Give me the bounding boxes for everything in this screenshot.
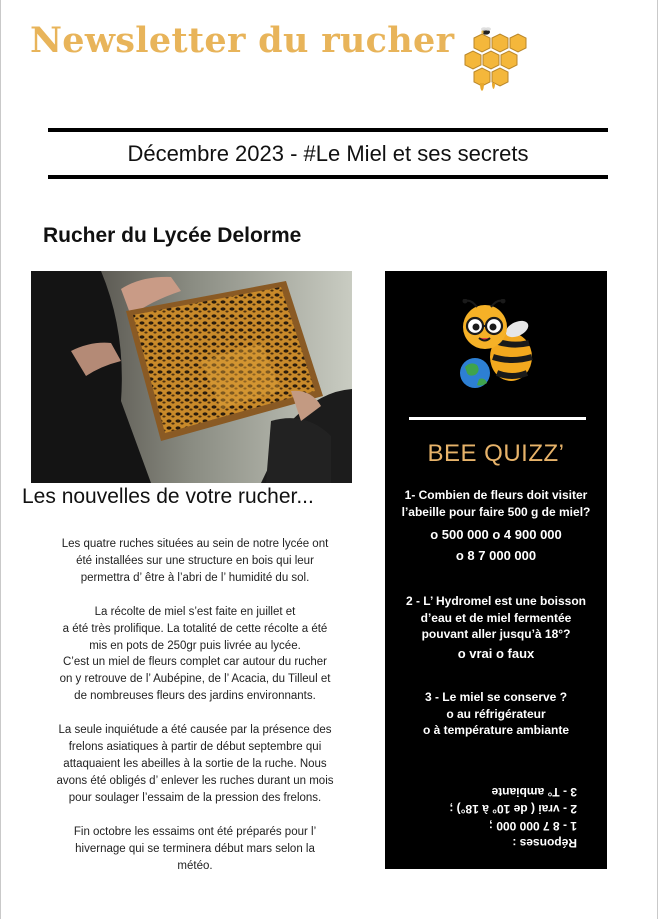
quiz-question-3: 3 - Le miel se conserve ? o au réfrigérateur o à température ambiante <box>385 689 607 739</box>
issue-subtitle: Décembre 2023 - #Le Miel et ses secrets <box>127 141 529 166</box>
bee-quiz-panel <box>385 271 607 869</box>
quiz-q1-options: o 500 000 o 4 900 000 <box>430 527 562 542</box>
page-left-border <box>0 0 1 919</box>
paragraph-harvest: La récolte de miel s’est faite en juillet et a été très prolifique. La totalité de cette récolte a été mis en pots de 250gr puis livrée au lycée. C’est un miel de fleurs complet car autour du rucher on y retrouve de l’ Aubépine, de l’ Acacia, du Tilleul et de nombreuses fleurs des jardins environnants. <box>59 605 331 703</box>
paragraph-wintering: Fin octobre les essaims ont été préparés pour l’ hivernage qui se terminera début mars selon la météo. <box>73 825 317 872</box>
bee-mascot-icon <box>457 299 535 391</box>
quiz-q2-options: o vrai o faux <box>457 645 535 661</box>
newsletter-title: Newsletter du rucher <box>30 20 455 61</box>
quiz-question-1: 1- Combien de fleurs doit visiter l’abeille pour faire 500 g de miel? o 500 000 o 4 900 000 o 8 7 000 000 <box>385 487 607 566</box>
article-body <box>20 536 370 891</box>
quiz-q3-option-fridge: o au réfrigérateur <box>446 706 546 721</box>
quiz-title: BEE QUIZZ’ <box>427 440 565 467</box>
quiz-answers-upside-down: Réponses : 1 - 8 7 000 000 ; 2 - vrai ( de 10° à 18°) ; 3 - T° ambiante <box>449 785 577 850</box>
quiz-question-2: 2 - L’ Hydromel est une boisson d’eau et de miel fermentée pouvant aller jusqu’à 18°? o vrai o faux <box>385 593 607 664</box>
beekeeper-frame-photo <box>31 271 352 483</box>
news-heading: Les nouvelles de votre rucher... <box>22 485 314 508</box>
bottom-rule <box>48 175 608 179</box>
paragraph-hornets: La seule inquiétude a été causée par la présence des frelons asiatiques à partir de début septembre qui attaquaient les abeilles à la sortie de la ruche. Nous avons été obligés d’ enlever les ruches durant un mois pour soulager l’essaim de la pression des frelons. <box>56 724 334 804</box>
paragraph-installation: Les quatre ruches situées au sein de notre lycée ont été installées sur une structure en bois qui leur permettra d’ être à l’abri de l’ humidité du sol. <box>61 538 329 584</box>
quiz-q3-option-ambient: o à température ambiante <box>422 723 570 737</box>
quiz-q1-options: o 8 7 000 000 <box>455 548 537 563</box>
honeycomb-logo-icon <box>464 24 528 92</box>
quiz-rule <box>409 417 586 420</box>
top-rule <box>48 128 608 132</box>
school-heading: Rucher du Lycée Delorme <box>43 224 302 247</box>
